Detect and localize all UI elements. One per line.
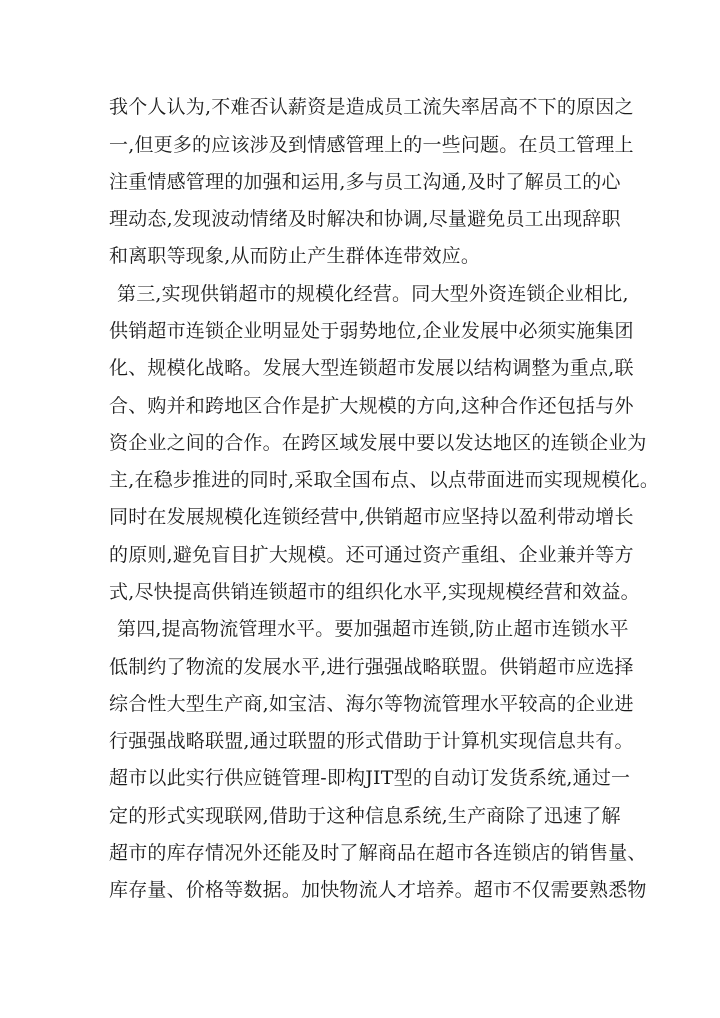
text-line: 式,尽快提高供销连锁超市的组织化水平,实现规模经营和效益。 — [109, 581, 640, 603]
text-line: 同时在发展规模化连锁经营中,供销超市应坚持以盈利带动增长 — [109, 506, 634, 528]
text-line: 供销超市连锁企业明显处于弱势地位,企业发展中必须实施集团 — [109, 320, 634, 342]
text-line: 和离职等现象,从而防止产生群体连带效应。 — [109, 245, 481, 267]
text-line: 超市的库存情况外还能及时了解商品在超市各连锁店的销售量、 — [109, 842, 647, 864]
text-line: 理动态,发现波动情绪及时解决和协调,尽量避免员工出现辞职 — [109, 208, 621, 230]
text-line: 注重情感管理的加强和运用,多与员工沟通,及时了解员工的心 — [109, 171, 621, 193]
text-line: 化、规模化战略。发展大型连锁超市发展以结构调整为重点,联 — [109, 357, 634, 379]
text-line: 库存量、价格等数据。加快物流人才培养。超市不仅需要熟悉物 — [109, 879, 647, 901]
text-line: 第三,实现供销超市的规模化经营。同大型外资连锁企业相比, — [117, 283, 629, 305]
text-line: 资企业之间的合作。在跨区域发展中要以发达地区的连锁企业为 — [109, 432, 647, 454]
text-line: 综合性大型生产商,如宝洁、海尔等物流管理水平较高的企业进 — [109, 693, 634, 715]
text-line: 低制约了物流的发展水平,进行强强战略联盟。供销超市应选择 — [109, 656, 634, 678]
text-line: 主,在稳步推进的同时,采取全国布点、以点带面进而实现规模化。 — [109, 469, 660, 491]
text-line: 行强强战略联盟,通过联盟的形式借助于计算机实现信息共有。 — [109, 730, 634, 752]
text-line: 定的形式实现联网,借助于这种信息系统,生产商除了迅速了解 — [109, 805, 621, 827]
text-line: 合、购并和跨地区合作是扩大规模的方向,这种合作还包括与外 — [109, 395, 634, 417]
text-line: 第四,提高物流管理水平。要加强超市连锁,防止超市连锁水平 — [117, 618, 629, 640]
text-line: 的原则,避免盲目扩大规模。还可通过资产重组、企业兼并等方 — [109, 544, 634, 566]
text-line: 我个人认为,不难否认薪资是造成员工流失率居高不下的原因之 — [109, 96, 634, 118]
text-line: 超市以此实行供应链管理-即构JIT型的自动订发货系统,通过一 — [109, 767, 631, 789]
text-line: 一,但更多的应该涉及到情感管理上的一些问题。在员工管理上 — [109, 134, 634, 156]
